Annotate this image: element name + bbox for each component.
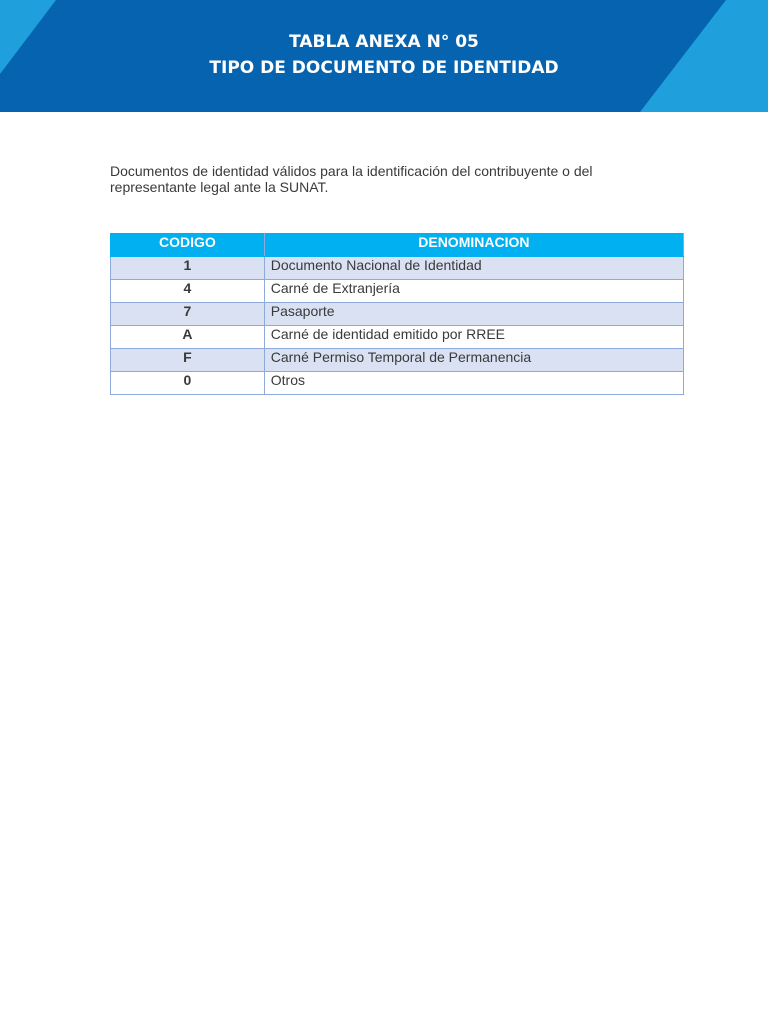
intro-line-1: Documentos de identidad válidos para la identificación del contribuyente o del: [110, 163, 593, 179]
intro-paragraph: [110, 163, 670, 195]
table-row: [111, 349, 684, 372]
page-title-line-2: TIPO DE DOCUMENTO DE IDENTIDAD: [209, 58, 559, 78]
denomination-cell: Carné Permiso Temporal de Permanencia: [264, 349, 683, 372]
table-row: [111, 372, 684, 395]
table-header-row: [111, 234, 684, 257]
table-row: [111, 280, 684, 303]
denomination-cell: Otros: [264, 372, 683, 395]
code-cell: 7: [111, 303, 265, 326]
denomination-cell: Carné de identidad emitido por RREE: [264, 326, 683, 349]
code-cell: 4: [111, 280, 265, 303]
header-banner: [0, 0, 768, 112]
denomination-cell: Documento Nacional de Identidad: [264, 257, 683, 280]
table-row: [111, 257, 684, 280]
column-header-code: CODIGO: [111, 234, 265, 257]
code-cell: A: [111, 326, 265, 349]
table-row: [111, 303, 684, 326]
column-header-denomination: DENOMINACION: [264, 234, 683, 257]
document-type-table: [110, 233, 684, 395]
code-cell: 1: [111, 257, 265, 280]
table-row: [111, 326, 684, 349]
code-cell: F: [111, 349, 265, 372]
denomination-cell: Pasaporte: [264, 303, 683, 326]
denomination-cell: Carné de Extranjería: [264, 280, 683, 303]
intro-line-2: representante legal ante la SUNAT.: [110, 179, 329, 195]
page-title-line-1: TABLA ANEXA N° 05: [289, 32, 479, 52]
code-cell: 0: [111, 372, 265, 395]
